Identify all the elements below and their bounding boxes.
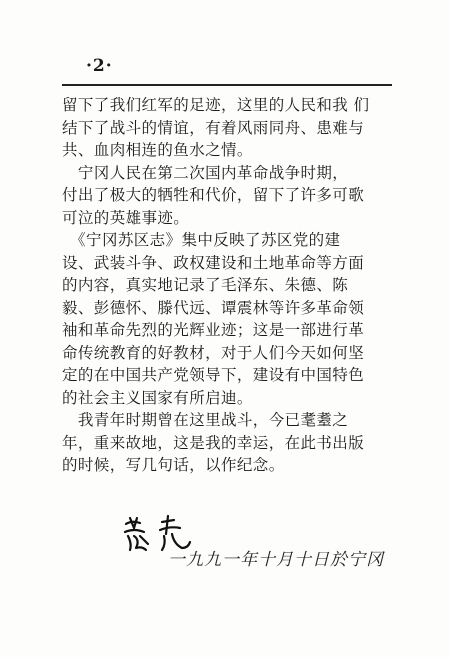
text-line: 《宁冈苏区志》集中反映了苏区党的建: [62, 231, 341, 249]
signature-date: 一九九一年十月十日於宁冈: [168, 550, 384, 570]
header-rule: [62, 84, 392, 86]
text-line: 年，重来故地，这是我的幸运，在此书出版: [62, 433, 365, 452]
text-line: 我青年时期曾在这里战斗，今已耄耋之: [62, 411, 349, 429]
text-line: 结下了战斗的情谊，有着风雨同舟、患难与: [62, 118, 365, 137]
text-line: 的社会主义国家有所启迪。: [62, 388, 253, 407]
text-line: 可泣的英雄事迹。: [62, 208, 190, 227]
text-line: 袖和革命先烈的光辉业迹；这是一部进行革: [62, 321, 365, 339]
body-text: [62, 94, 394, 477]
text-line: 设、武装斗争、政权建设和土地革命等方面: [62, 253, 365, 272]
text-line: 共、血肉相连的鱼水之情。: [62, 141, 253, 159]
text-line: 命传统教育的好教材，对于人们今天如何坚: [62, 343, 365, 362]
text-line: 毅、彭德怀、滕代远、谭震林等许多革命领: [62, 298, 365, 317]
text-line: 的时候，写几句话，以作纪念。: [62, 456, 285, 474]
text-line: 的内容，真实地记录了毛泽东、朱德、陈: [62, 276, 349, 294]
text-line: 留下了我们红军的足迹，这里的人民和我 们: [62, 96, 370, 114]
text-line: 定的在中国共产党领导下，建设有中国特色: [62, 366, 365, 384]
text-line: 宁冈人民在第二次国内革命战争时期，: [62, 163, 349, 182]
text-line: 付出了极大的牺牲和代价，留下了许多可歌: [62, 186, 365, 204]
page-number: ·2·: [86, 56, 113, 76]
